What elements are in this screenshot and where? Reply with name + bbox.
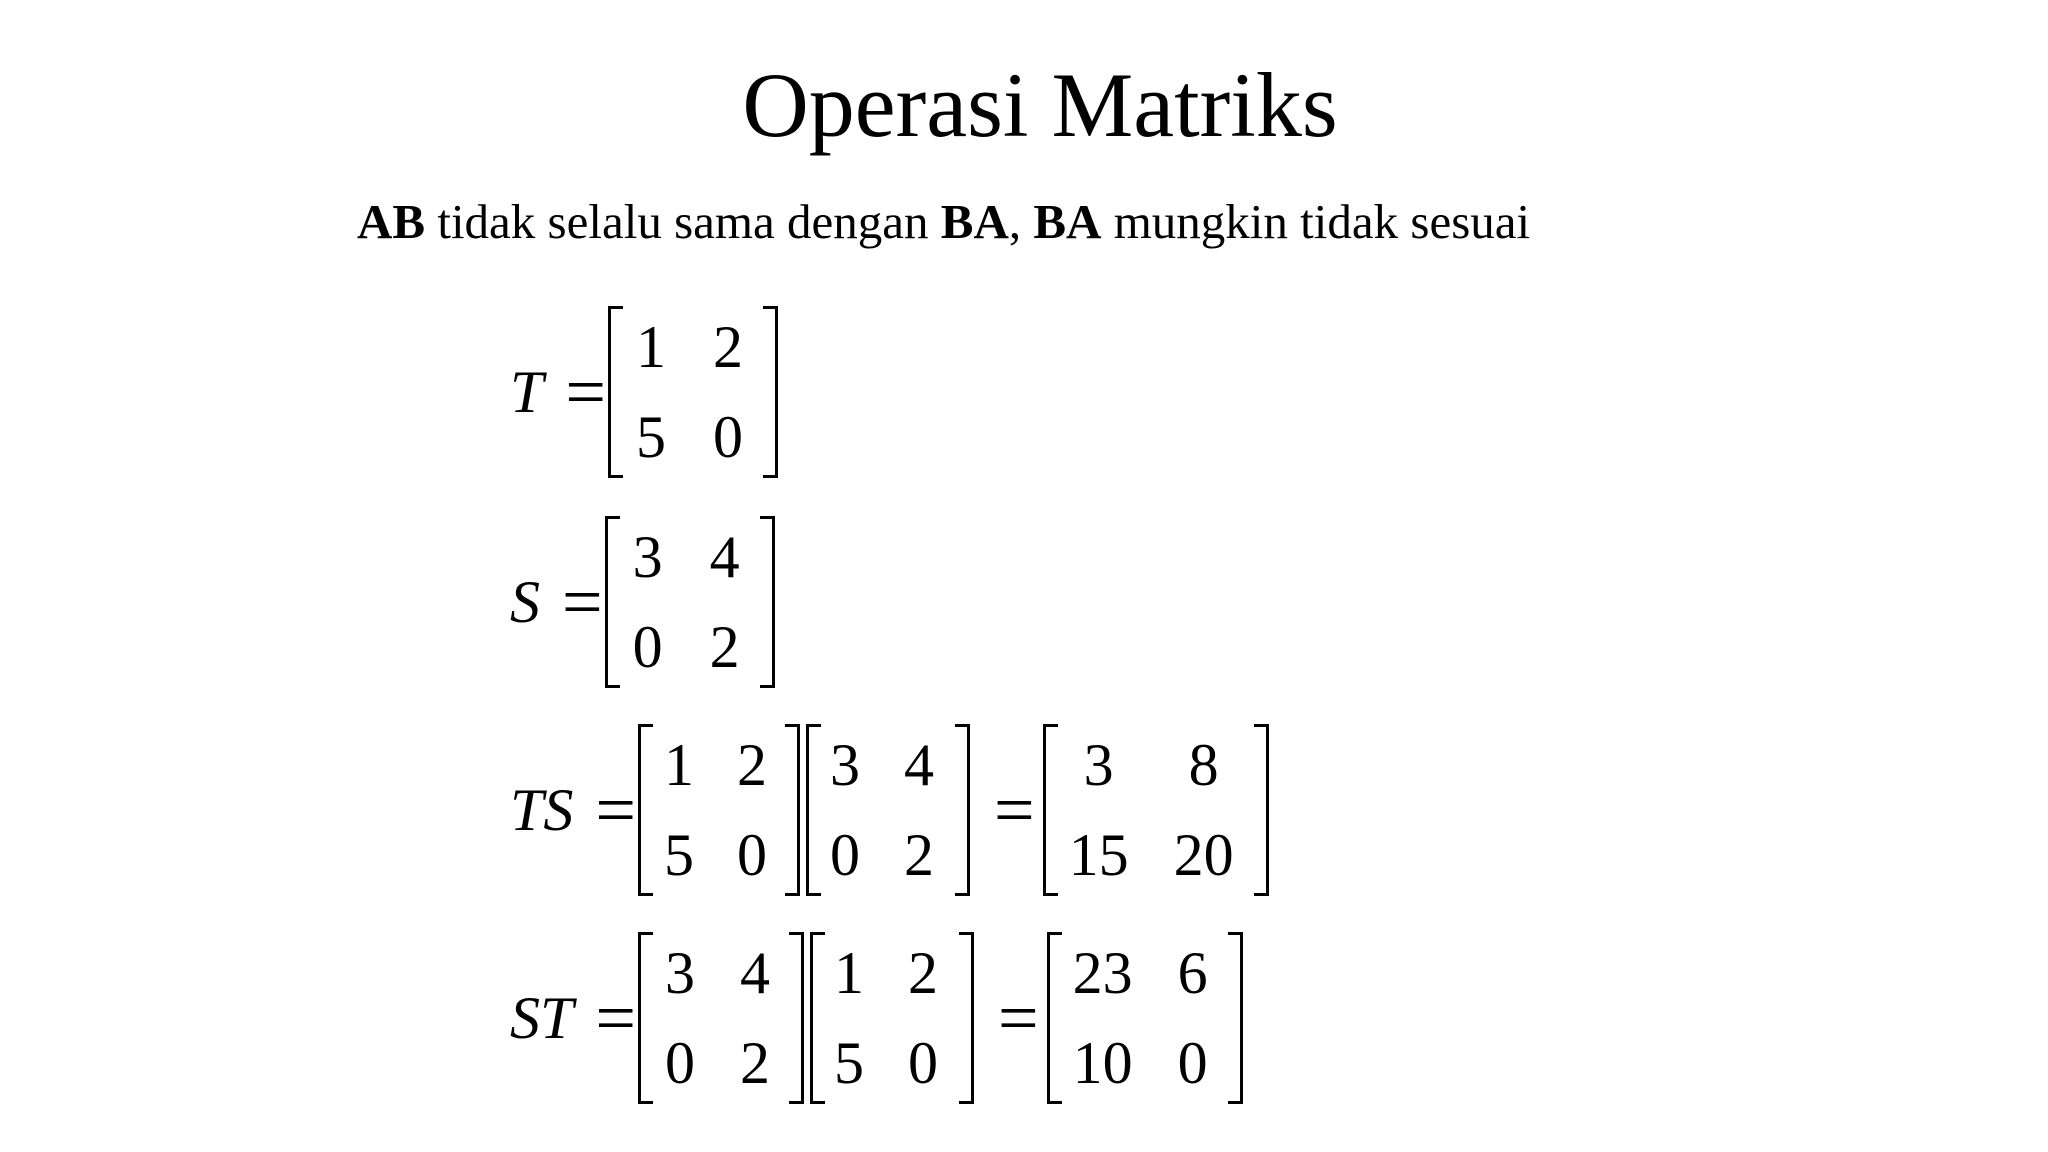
matrix-name-ts: TS xyxy=(510,777,574,843)
equals-sign: = xyxy=(595,770,636,850)
subtitle-text-2: mungkin tidak sesuai xyxy=(1101,194,1531,249)
matrix-cell: 0 xyxy=(907,1030,938,1096)
equals-sign: = xyxy=(565,352,606,432)
equation-st xyxy=(510,928,1243,1108)
matrix-row xyxy=(814,822,962,888)
matrix-name-st: ST xyxy=(510,985,574,1051)
subtitle xyxy=(357,192,1530,252)
subtitle-text-1: tidak selalu sama dengan xyxy=(425,194,941,249)
matrix-s xyxy=(605,512,775,692)
matrix-cell: 3 xyxy=(1083,732,1114,798)
matrix-cell: 20 xyxy=(1173,822,1234,888)
matrix-row xyxy=(616,314,770,380)
matrix-cell: 0 xyxy=(1177,1030,1208,1096)
matrix-cell: 8 xyxy=(1188,732,1219,798)
matrix-row xyxy=(646,732,792,798)
equation-ts xyxy=(510,720,1269,900)
matrix-cell: 23 xyxy=(1072,940,1133,1006)
matrix-cell: 1 xyxy=(663,732,694,798)
matrix-row xyxy=(818,1030,966,1096)
equals-sign: = xyxy=(562,562,603,642)
matrix-st-left xyxy=(638,928,804,1108)
matrix-cell: 2 xyxy=(712,314,743,380)
matrix-name-s: S xyxy=(510,569,540,635)
matrix-cell: 2 xyxy=(736,732,767,798)
matrix-cell: 10 xyxy=(1072,1030,1133,1096)
equation-t xyxy=(510,302,778,482)
matrix-row xyxy=(646,940,796,1006)
matrix-cell: 5 xyxy=(833,1030,864,1096)
matrix-row xyxy=(1055,1030,1235,1096)
matrix-row xyxy=(613,614,767,680)
matrix-cell: 4 xyxy=(739,940,770,1006)
matrix-cell: 3 xyxy=(664,940,695,1006)
matrix-ts-left xyxy=(638,720,800,900)
matrix-cell: 2 xyxy=(903,822,934,888)
matrix-row xyxy=(1055,940,1235,1006)
matrix-cell: 0 xyxy=(736,822,767,888)
matrix-row xyxy=(1051,822,1261,888)
matrix-cell: 5 xyxy=(635,404,666,470)
matrix-ts-right xyxy=(806,720,970,900)
matrix-st-result xyxy=(1047,928,1243,1108)
equals-sign: = xyxy=(595,978,636,1058)
matrix-row xyxy=(814,732,962,798)
subtitle-ba-1: BA xyxy=(940,194,1009,249)
matrix-cell: 15 xyxy=(1068,822,1129,888)
matrix-cell: 3 xyxy=(829,732,860,798)
matrix-cell: 0 xyxy=(829,822,860,888)
matrix-row xyxy=(613,524,767,590)
matrix-ts-result xyxy=(1043,720,1269,900)
equals-sign: = xyxy=(997,978,1039,1058)
matrix-cell: 4 xyxy=(709,524,740,590)
matrix-cell: 2 xyxy=(739,1030,770,1096)
matrix-row xyxy=(646,1030,796,1096)
equals-sign: = xyxy=(993,770,1035,850)
matrix-cell: 0 xyxy=(712,404,743,470)
matrix-cell: 6 xyxy=(1177,940,1208,1006)
matrix-cell: 2 xyxy=(709,614,740,680)
equation-s xyxy=(510,512,775,692)
matrix-cell: 0 xyxy=(664,1030,695,1096)
matrix-cell: 0 xyxy=(632,614,663,680)
matrix-cell: 2 xyxy=(907,940,938,1006)
matrix-t xyxy=(608,302,778,482)
subtitle-comma: , xyxy=(1008,194,1034,249)
subtitle-ab: AB xyxy=(357,194,426,249)
matrix-cell: 5 xyxy=(663,822,694,888)
matrix-st-right xyxy=(810,928,974,1108)
matrix-cell: 1 xyxy=(635,314,666,380)
subtitle-ba-2: BA xyxy=(1033,194,1102,249)
matrix-name-t: T xyxy=(510,359,544,425)
matrix-row xyxy=(1051,732,1261,798)
matrix-cell: 1 xyxy=(833,940,864,1006)
matrix-row xyxy=(616,404,770,470)
matrix-cell: 3 xyxy=(632,524,663,590)
matrix-row xyxy=(646,822,792,888)
matrix-row xyxy=(818,940,966,1006)
slide-title: Operasi Matriks xyxy=(742,54,1338,156)
matrix-cell: 4 xyxy=(903,732,934,798)
